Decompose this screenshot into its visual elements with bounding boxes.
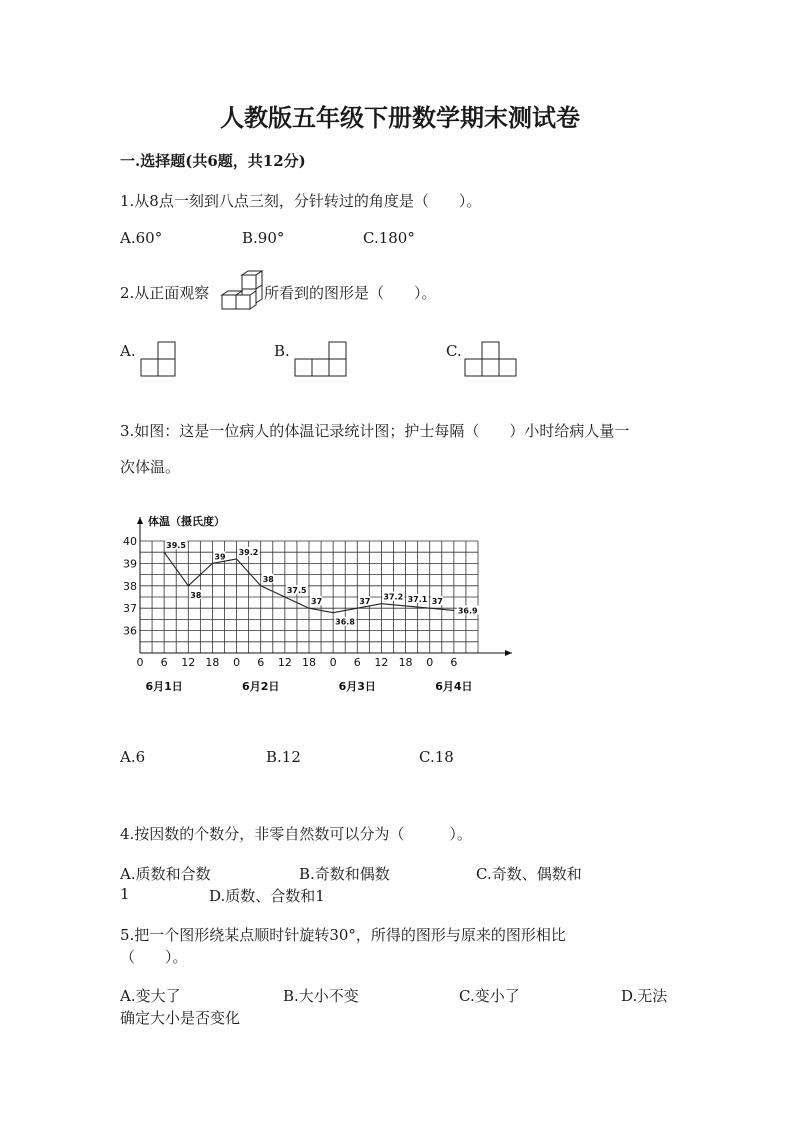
q4-option-c[interactable]: C.奇数、偶数和: [476, 865, 582, 883]
x-tick-label: 6: [353, 656, 361, 669]
x-tick-label: 0: [233, 656, 241, 669]
day-label: 6月4日: [435, 680, 473, 693]
data-label: 36.9: [457, 606, 478, 616]
q5-option-c[interactable]: C.变小了: [459, 987, 520, 1005]
x-tick-label: 6: [257, 656, 265, 669]
q1-option-c[interactable]: C.180°: [363, 229, 415, 247]
x-tick-label: 12: [277, 656, 292, 669]
question-3-line2: 次体温。: [120, 458, 181, 476]
q2-option-b-label[interactable]: B.: [274, 342, 290, 360]
x-tick-label: 6: [450, 656, 458, 669]
y-tick-label: 38: [123, 579, 137, 593]
section-heading: 一.选择题(共6题，共12分): [120, 152, 306, 170]
data-label: 37: [311, 597, 323, 607]
day-label: 6月2日: [242, 680, 280, 693]
q3-option-b[interactable]: B.12: [266, 748, 301, 766]
y-tick-label: 37: [123, 602, 137, 616]
q2-option-a-label[interactable]: A.: [120, 342, 136, 360]
data-label: 37.2: [383, 592, 404, 602]
q5-option-d[interactable]: D.无法: [621, 987, 668, 1005]
data-label: 39: [214, 552, 226, 562]
x-tick-label: 6: [160, 656, 168, 669]
x-tick-label: 18: [302, 656, 316, 669]
data-label: 37: [359, 597, 371, 607]
q2-option-c-label[interactable]: C.: [446, 342, 462, 360]
q2-option-c-figure: [464, 341, 518, 377]
q5-option-d-cont: 确定大小是否变化: [120, 1009, 241, 1027]
q1-option-b[interactable]: B.90°: [242, 229, 285, 247]
x-axis-arrow: [505, 650, 512, 656]
day-label: 6月3日: [338, 680, 376, 693]
data-label: 36.8: [335, 617, 355, 627]
temperature-chart: [120, 505, 530, 705]
data-label: 38: [190, 590, 202, 600]
page-title: 人教版五年级下册数学期末测试卷: [220, 103, 580, 132]
data-label: 37.1: [407, 594, 428, 604]
q5-option-a[interactable]: A.变大了: [120, 987, 181, 1005]
q1-option-a[interactable]: A.60°: [120, 229, 163, 247]
day-label: 6月1日: [145, 680, 183, 693]
x-tick-label: 0: [426, 656, 434, 669]
chart-day-labels: [145, 680, 472, 693]
question-2-before: 2.从正面观察: [120, 284, 210, 302]
x-tick-label: 0: [329, 656, 337, 669]
question-5-line2: （ ）。: [120, 948, 188, 966]
q4-option-c-cont: 1: [120, 885, 130, 903]
q4-option-a[interactable]: A.质数和合数: [120, 865, 211, 883]
y-tick-label: 39: [123, 557, 137, 571]
y-tick-label: 40: [123, 535, 137, 548]
data-label: 38: [262, 574, 274, 584]
x-tick-label: 0: [136, 656, 144, 669]
q3-option-a[interactable]: A.6: [120, 748, 146, 766]
data-label: 39.2: [238, 547, 259, 557]
chart-xticks: [137, 656, 458, 669]
question-1: 1.从8点一刻到八点三刻，分针转过的角度是（ ）。: [120, 192, 482, 210]
y-tick-label: 36: [123, 624, 137, 638]
q4-option-b[interactable]: B.奇数和偶数: [299, 865, 390, 883]
data-label: 37: [431, 597, 443, 607]
q4-option-d[interactable]: D.质数、合数和1: [209, 887, 325, 905]
chart-axes: [137, 517, 512, 656]
question-4: 4.按因数的个数分，非零自然数可以分为（ ）。: [120, 825, 472, 843]
q2-option-b-figure: [294, 341, 348, 377]
q3-option-c[interactable]: C.18: [419, 748, 454, 766]
x-tick-label: 12: [181, 656, 196, 669]
question-3-line1: 3.如图：这是一位病人的体温记录统计图；护士每隔（ ）小时给病人量一: [120, 422, 630, 440]
x-tick-label: 18: [205, 656, 220, 669]
q5-option-b[interactable]: B.大小不变: [283, 987, 359, 1005]
question-2-after: 所看到的图形是（ ）。: [264, 284, 437, 302]
x-tick-label: 18: [398, 656, 413, 669]
cube-stack-figure: [218, 270, 264, 316]
data-label: 37.5: [286, 586, 307, 595]
chart-ylabel: 体温（摄氏度）: [148, 515, 225, 528]
y-axis-arrow: [137, 517, 143, 524]
q2-option-a-figure: [140, 341, 178, 377]
data-label: 39.5: [166, 541, 186, 551]
question-5-line1: 5.把一个图形绕某点顺时针旋转30°，所得的图形与原来的图形相比: [120, 926, 566, 944]
x-tick-label: 12: [374, 656, 389, 669]
chart-yticks: [123, 535, 137, 638]
